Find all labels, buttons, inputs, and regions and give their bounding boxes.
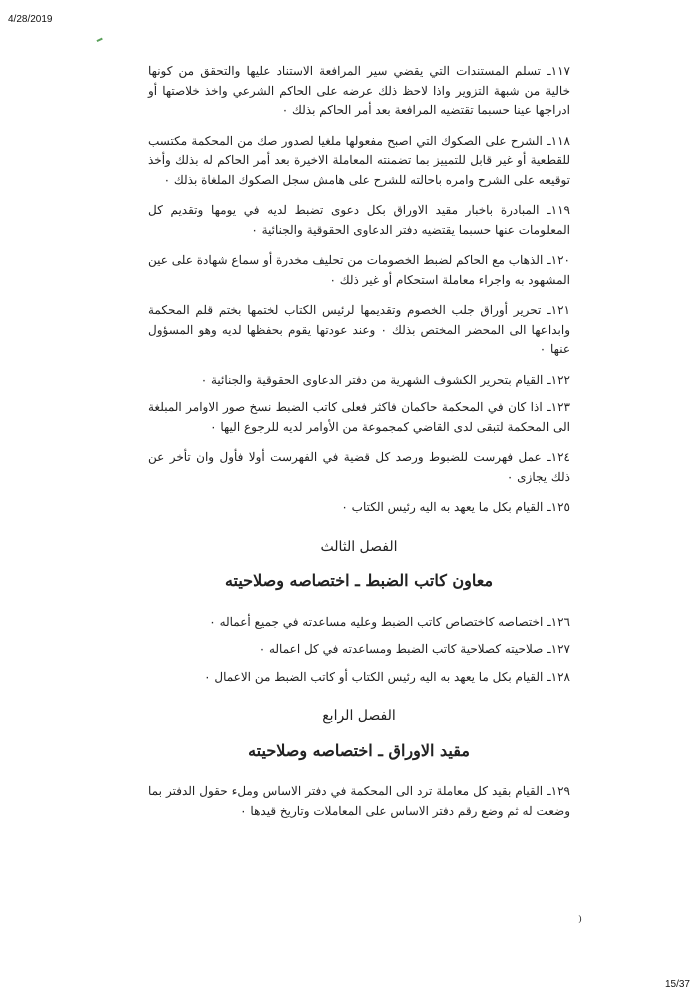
article-number: ١١٩ـ xyxy=(547,203,570,217)
article-number: ١٢٩ـ xyxy=(547,784,570,798)
article-126 xyxy=(148,613,570,633)
article-118 xyxy=(148,132,570,191)
article-text: عمل فهرست للضبوط ورصد كل قضية في الفهرست أولا فأول وان تأخر عن ذلك يجازى ٠ xyxy=(148,450,570,484)
article-number: ١٢٣ـ xyxy=(547,400,570,414)
article-128 xyxy=(148,668,570,688)
article-122 xyxy=(148,371,570,391)
corner-scan-mark: ⁾ xyxy=(578,912,582,931)
article-119 xyxy=(148,201,570,240)
article-number: ١١٨ـ xyxy=(547,133,570,148)
page-number: 15/37 xyxy=(664,979,690,990)
article-text: القيام بقيد كل معاملة ترد الى المحكمة في دفتر الاساس وملء حقول الدفتر بما وضعت له ثم وضع رقم دفتر الاساس على المعاملات وتاريخ قيدها ٠ xyxy=(148,784,570,818)
article-number: ١٢٧ـ xyxy=(547,642,570,656)
article-text: تسلم المستندات التي يقضي سير المرافعة الاستناد عليها والتحقق من كونها خالية من شبهة التزوير واذا لاحظ ذلك عرضه على الحاكم الشرعي واخذ خلاصتها أو ادراجها عينا حسبما تقتضيه المرافعة بعد أمر الحاكم بذلك ٠ xyxy=(148,64,571,117)
article-number: ١٢٠ـ xyxy=(547,253,570,267)
article-123 xyxy=(148,398,570,437)
green-pen-mark xyxy=(95,35,103,42)
chapter-3-title: الفصل الثالث xyxy=(320,538,398,555)
article-text: اذا كان في المحكمة حاكمان فاكثر فعلى كاتب الضبط نسخ صور الاوامر المبلغة الى المحكمة لتبقى لدى القاضي كمجموعة من الأوامر لديه للرجوع اليها ٠ xyxy=(148,400,570,434)
article-127 xyxy=(148,640,570,660)
article-number: ١١٧ـ xyxy=(547,64,570,78)
article-125 xyxy=(148,498,570,518)
article-number: ١٢١ـ xyxy=(547,303,570,317)
article-121 xyxy=(148,301,570,360)
article-124 xyxy=(148,448,570,487)
article-text: الذهاب مع الحاكم لضبط الخصومات من تحليف مخدرة أو سماع شهادة على عين المشهود به واجراء معاملة استحكام أو غير ذلك ٠ xyxy=(148,253,570,287)
chapter-4-section-title: مقيد الاوراق ـ اختصاصه وصلاحيته xyxy=(248,740,470,760)
article-text: الشرح على الصكوك التي اصبح مفعولها ملغيا لصدور صك من المحكمة مكتسب للقطعية أو غير قابل للتمييز بما تضمنته المعاملة الاخيرة بعد أمر الحاكم له بذلك وأخذ توقيعه على الشرح وامره باحالته للشرح على هامش سجل الصكوك الملغاة بذلك ٠ xyxy=(148,133,570,187)
article-129 xyxy=(148,782,570,821)
print-date: 4/28/2019 xyxy=(8,14,53,25)
document-body xyxy=(148,62,570,832)
article-text: اختصاصه كاختصاص كاتب الضبط وعليه مساعدته في جميع أعماله ٠ xyxy=(209,614,544,629)
article-number: ١٢٤ـ xyxy=(547,450,570,464)
article-text: القيام بكل ما يعهد به اليه رئيس الكتاب ٠ xyxy=(341,500,544,514)
article-number: ١٢٥ـ xyxy=(547,500,570,514)
article-text: المبادرة باخبار مقيد الاوراق بكل دعوى تضبط لديه في يومها وتقديم كل المعلومات عنها حسبما يقتضيه دفتر الدعاوى الحقوقية والجنائية ٠ xyxy=(148,203,570,237)
chapter-4-title: الفصل الرابع xyxy=(322,708,396,724)
article-number: ١٢٢ـ xyxy=(547,372,570,387)
article-120 xyxy=(148,251,570,290)
article-text: القيام بتحرير الكشوف الشهرية من دفتر الدعاوى الحقوقية والجنائية ٠ xyxy=(200,372,544,387)
article-number: ١٢٦ـ xyxy=(547,614,570,629)
article-text: صلاحيته كصلاحية كاتب الضبط ومساعدته في كل اعماله ٠ xyxy=(258,642,544,656)
article-117 xyxy=(148,62,570,121)
article-text: القيام بكل ما يعهد به اليه رئيس الكتاب أو كاتب الضبط من الاعمال ٠ xyxy=(204,669,544,684)
article-text: تحرير أوراق جلب الخصوم وتقديمها لرئيس الكتاب لختمها بختم قلم المحكمة وابداعها الى المحضر المختص بذلك ٠ وعند عودتها يقوم بحفظها لديه وهو المسؤول عنها ٠ xyxy=(148,303,570,356)
article-number: ١٢٨ـ xyxy=(547,669,570,684)
chapter-3-section-title: معاون كاتب الضبط ـ اختصاصه وصلاحيته xyxy=(224,571,494,590)
